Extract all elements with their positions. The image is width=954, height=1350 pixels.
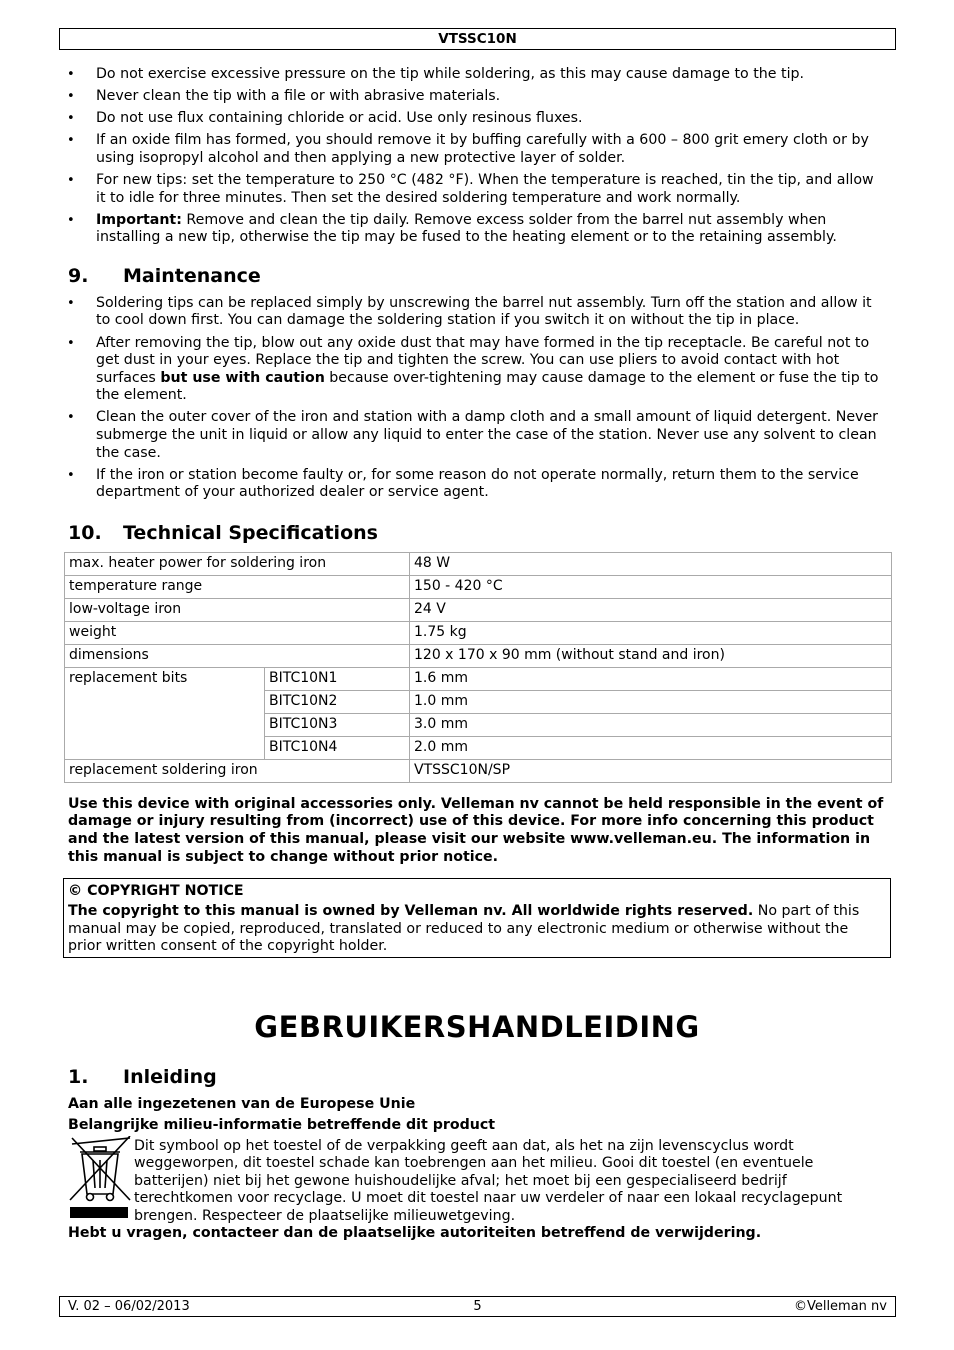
spec-value: 48 W	[410, 552, 892, 575]
disclaimer-notice: Use this device with original accessories only. Velleman nv cannot be held responsible in the event of damage or injury resulting from (incorrect) use of this device. For more info concerning this product and the latest version of this manual, please visit our website www.velleman.eu. The information in this manual is subject to change without prior notice.	[68, 795, 884, 865]
section-title: Inleiding	[123, 1066, 217, 1089]
copyright-text: No part of this manual may be copied, reproduced, translated or reduced to any electronic medium or otherwise without the prior written consent of the copyright holder.	[68, 903, 860, 955]
section-heading-inleiding	[68, 1064, 886, 1090]
spec-label: temperature range	[65, 575, 410, 598]
subheading: Belangrijke milieu-informatie betreffende dit product	[68, 1117, 496, 1134]
tip-care-list	[68, 66, 886, 247]
bit-code: BITC10N4	[265, 736, 410, 759]
copyright-heading: © COPYRIGHT NOTICE	[68, 883, 244, 900]
section-number: 10.	[68, 521, 102, 544]
spec-label: max. heater power for soldering iron	[65, 552, 410, 575]
weee-block	[68, 1136, 886, 1226]
page-content	[68, 66, 886, 1242]
table-row	[65, 575, 892, 598]
list-item: • If the iron or station become faulty or, for some reason do not operate normally, return them to the service department of your authorized dealer or service agent.	[68, 467, 886, 502]
spec-value: VTSSC10N/SP	[410, 759, 892, 782]
spec-label: weight	[65, 621, 410, 644]
spec-value: 150 - 420 °C	[410, 575, 892, 598]
spec-label: replacement bits	[65, 667, 265, 759]
table-row	[65, 552, 892, 575]
version-date: V. 02 – 06/02/2013	[68, 1299, 190, 1314]
important-text: Remove and clean the tip daily. Remove excess solder from the barrel nut assembly when installing a new tip, otherwise the tip may be fused to the heating element or to the retaining assembly.	[96, 211, 837, 246]
company-name: ©Velleman nv	[793, 1299, 887, 1314]
spec-value: 120 x 170 x 90 mm (without stand and iron)	[410, 644, 892, 667]
text-run: because over-tightening may cause damage to the element or fuse the tip to the element.	[96, 369, 879, 404]
copyright-box	[63, 878, 891, 958]
list-item: • Clean the outer cover of the iron and station with a damp cloth and a small amount of liquid detergent. Never submerge the unit in liquid or allow any liquid to enter the case of the station. Never use any solvent to clean the case.	[68, 409, 886, 462]
maintenance-list	[68, 295, 886, 502]
section-heading-maintenance	[68, 263, 886, 289]
bit-code: BITC10N2	[265, 690, 410, 713]
section-heading-specs	[68, 520, 886, 546]
caution-text: but use with caution	[160, 369, 325, 386]
closing-note: Hebt u vragen, contacteer dan de plaatselijke autoriteiten betreffend de verwijdering.	[68, 1225, 762, 1242]
table-row	[65, 759, 892, 782]
copyright-bold: The copyright to this manual is owned by Velleman nv. All worldwide rights reserved.	[68, 903, 754, 920]
header-title: VTSSC10N	[438, 31, 517, 47]
list-item: • Soldering tips can be replaced simply by unscrewing the barrel nut assembly. Turn off the station and allow it to cool down first. You can damage the soldering station if you switch it on without the tip in place.	[68, 295, 886, 330]
list-item: • Do not exercise excessive pressure on the tip while soldering, as this may cause damage to the tip.	[68, 66, 886, 84]
weee-text: Dit symbool op het toestel of de verpakking geeft aan dat, als het na zijn levenscyclus wordt weggeworpen, dit toestel schade kan toebrengen aan het milieu. Gooi dit toestel (en eventuele batterijen) niet bij het gewone huishoudelijke afval; het moet bij een gespecialiseerd bedrijf terechtkomen voor recyclage. U moet dit toestel naar uw verdeler of naar een lokaal recyclagepunt brengen. Respecteer de plaatselijke milieuwetgeving.	[134, 1138, 843, 1224]
section-title: Maintenance	[123, 264, 261, 287]
bit-size: 1.6 mm	[410, 667, 892, 690]
wheelie-bin-icon	[68, 1136, 134, 1226]
spec-table	[64, 552, 892, 783]
subheading: Aan alle ingezetenen van de Europese Unie	[68, 1096, 416, 1113]
list-item	[68, 335, 886, 405]
section-number: 9.	[68, 264, 89, 287]
table-row	[65, 621, 892, 644]
bit-code: BITC10N3	[265, 713, 410, 736]
section-title: Technical Specifications	[123, 521, 378, 544]
page-title: GEBRUIKERSHANDLEIDING	[254, 1010, 700, 1045]
bit-size: 1.0 mm	[410, 690, 892, 713]
spec-label: low-voltage iron	[65, 598, 410, 621]
page-footer	[59, 1296, 896, 1317]
copyright-body	[68, 903, 886, 956]
page-number: 5	[473, 1299, 482, 1314]
section-number: 1.	[68, 1066, 89, 1089]
important-label: Important:	[96, 211, 182, 228]
list-item-important	[68, 212, 886, 247]
list-item: • Do not use flux containing chloride or acid. Use only resinous fluxes.	[68, 110, 886, 128]
text-run: After removing the tip, blow out any oxide dust that may have formed in the tip receptacle. Be careful not to get dust in your eyes. Replace the tip and tighten the screw. You can use pliers to avoid contact with hot surfaces	[96, 334, 870, 386]
list-item: • For new tips: set the temperature to 250 °C (482 °F). When the temperature is reached, tin the tip, and allow it to idle for three minutes. Then set the desired soldering temperature and work normally.	[68, 172, 886, 207]
bit-size: 2.0 mm	[410, 736, 892, 759]
list-item: • If an oxide film has formed, you should remove it by buffing carefully with a 600 – 800 grit emery cloth or by using isopropyl alcohol and then applying a new protective layer of solder.	[68, 132, 886, 167]
table-row	[65, 667, 892, 690]
table-row	[65, 644, 892, 667]
spec-value: 24 V	[410, 598, 892, 621]
list-item: • Never clean the tip with a file or with abrasive materials.	[68, 88, 886, 106]
page-header	[59, 28, 896, 50]
spec-label: replacement soldering iron	[65, 759, 410, 782]
bit-size: 3.0 mm	[410, 713, 892, 736]
spec-value: 1.75 kg	[410, 621, 892, 644]
table-row	[65, 598, 892, 621]
spec-label: dimensions	[65, 644, 410, 667]
bit-code: BITC10N1	[265, 667, 410, 690]
